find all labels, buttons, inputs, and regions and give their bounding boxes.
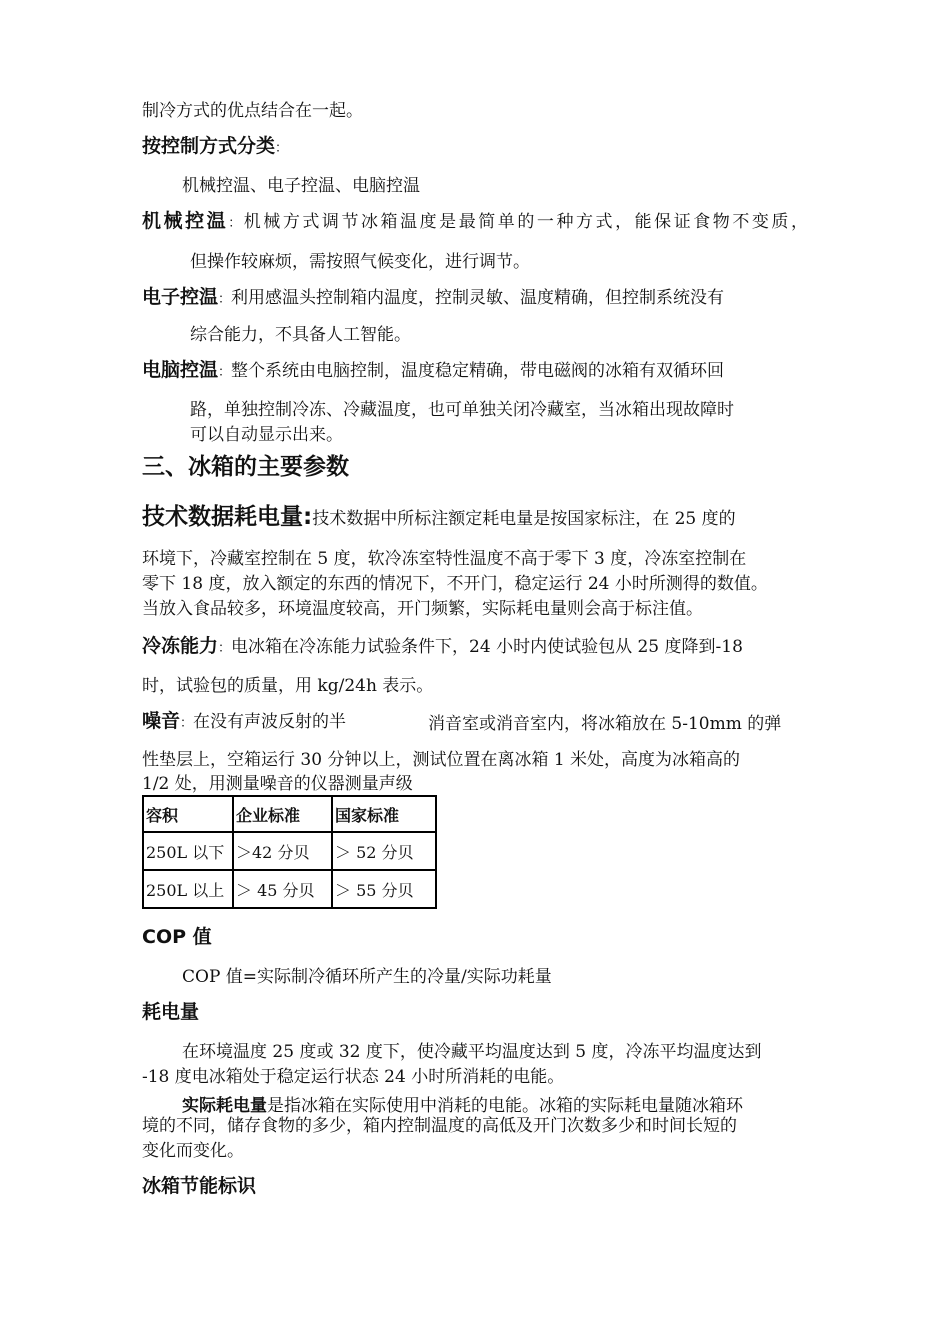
power-data-paragraph	[142, 503, 736, 531]
mechanical-paragraph	[142, 209, 808, 233]
table-cell: ＞ 55 分贝	[332, 870, 436, 908]
computer-line-3: 可以自动显示出来。	[190, 425, 343, 445]
electronic-line-1: 利用感温头控制箱内温度，控制灵敏、温度精确，但控制系统没有	[231, 288, 725, 308]
power-data-line-1: 技术数据中所标注额定耗电量是按国家标注，在 25 度的	[312, 509, 736, 529]
noise-colon: ：	[180, 716, 194, 731]
mechanical-line-1: 机械方式调节冰箱温度是最简单的一种方式，能保证食物不变质，	[243, 212, 808, 232]
intro-line: 制冷方式的优点结合在一起。	[142, 101, 363, 121]
control-classification-colon: ：	[275, 141, 289, 156]
table-cell: ＞ 45 分贝	[233, 870, 332, 908]
freezing-line-1: 电冰箱在冷冻能力试验条件下，24 小时内使试验包从 25 度降到-18	[231, 637, 743, 657]
table-cell: ＞ 52 分贝	[332, 832, 436, 870]
mechanical-term: 机械控温	[142, 210, 229, 232]
actual-consumption-line-1: 是指冰箱在实际使用中消耗的电能。冰箱的实际耗电量随冰箱环	[267, 1096, 743, 1116]
actual-consumption-term: 实际耗电量	[182, 1096, 267, 1116]
computer-colon: ：	[218, 365, 232, 380]
power-data-term: 技术数据耗电量:	[142, 504, 313, 530]
mechanical-colon: ：	[228, 216, 244, 231]
consumption-line-2: -18 度电冰箱处于稳定运行状态 24 小时所消耗的电能。	[142, 1067, 565, 1087]
noise-line-3: 1/2 处，用测量噪音的仪器测量声级	[142, 774, 413, 794]
energy-label-heading: 冰箱节能标识	[142, 1175, 257, 1197]
computer-term: 电脑控温	[142, 359, 219, 381]
computer-paragraph	[142, 358, 724, 382]
power-data-line-3: 零下 18 度，放入额定的东西的情况下，不开门，稳定运行 24 小时所测得的数值。	[142, 574, 768, 594]
electronic-paragraph	[142, 285, 724, 309]
electronic-colon: ：	[218, 292, 232, 307]
table-row	[143, 832, 436, 870]
control-classification-heading	[142, 134, 288, 161]
noise-line-2: 性垫层上，空箱运行 30 分钟以上，测试位置在离冰箱 1 米处，高度为冰箱高的	[142, 750, 741, 770]
section-3-title: 三、冰箱的主要参数	[142, 454, 349, 480]
freezing-colon: ：	[218, 641, 232, 656]
table-header-cell: 企业标准	[233, 796, 332, 832]
power-data-line-4: 当放入食品较多，环境温度较高，开门频繁，实际耗电量则会高于标注值。	[142, 599, 703, 619]
cop-formula: COP 值=实际制冷循环所产生的冷量/实际功耗量	[182, 967, 552, 987]
noise-paragraph	[142, 709, 346, 733]
noise-line-1b: 消音室或消音室内，将冰箱放在 5-10mm 的弹	[428, 714, 782, 734]
mechanical-line-2: 但操作较麻烦，需按照气候变化，进行调节。	[190, 252, 530, 272]
table-header-cell: 容积	[143, 796, 233, 832]
control-types-list: 机械控温、电子控温、电脑控温	[182, 176, 420, 196]
electronic-line-2: 综合能力，不具备人工智能。	[190, 325, 411, 345]
consumption-line-1: 在环境温度 25 度或 32 度下，使冷藏平均温度达到 5 度，冷冻平均温度达到	[182, 1042, 762, 1062]
computer-line-2: 路，单独控制冷冻、冷藏温度，也可单独关闭冷藏室，当冰箱出现故障时	[190, 400, 734, 420]
table-header-cell: 国家标准	[332, 796, 436, 832]
power-data-line-2: 环境下，冷藏室控制在 5 度，软冷冻室特性温度不高于零下 3 度，冷冻室控制在	[142, 549, 747, 569]
table-cell: ＞42 分贝	[233, 832, 332, 870]
freezing-paragraph	[142, 634, 743, 658]
actual-consumption-line-3: 变化而变化。	[142, 1141, 244, 1161]
table-cell: 250L 以上	[143, 870, 233, 908]
electronic-term: 电子控温	[142, 286, 219, 308]
table-row	[143, 870, 436, 908]
actual-consumption-line-2: 境的不同，储存食物的多少，箱内控制温度的高低及开门次数多少和时间长短的	[142, 1116, 737, 1136]
freezing-line-2: 时，试验包的质量，用 kg/24h 表示。	[142, 676, 434, 696]
consumption-heading: 耗电量	[142, 1001, 200, 1023]
noise-term: 噪音	[142, 710, 181, 732]
table-cell: 250L 以下	[143, 832, 233, 870]
control-classification-label: 按控制方式分类	[142, 135, 276, 157]
freezing-term: 冷冻能力	[142, 635, 219, 657]
actual-consumption-paragraph	[182, 1091, 743, 1116]
noise-line-1a: 在没有声波反射的半	[193, 712, 347, 732]
noise-standards-table	[142, 795, 437, 909]
table-header-row	[143, 796, 436, 832]
computer-line-1: 整个系统由电脑控制，温度稳定精确，带电磁阀的冰箱有双循环回	[231, 361, 725, 381]
cop-heading: COP 值	[142, 926, 212, 948]
